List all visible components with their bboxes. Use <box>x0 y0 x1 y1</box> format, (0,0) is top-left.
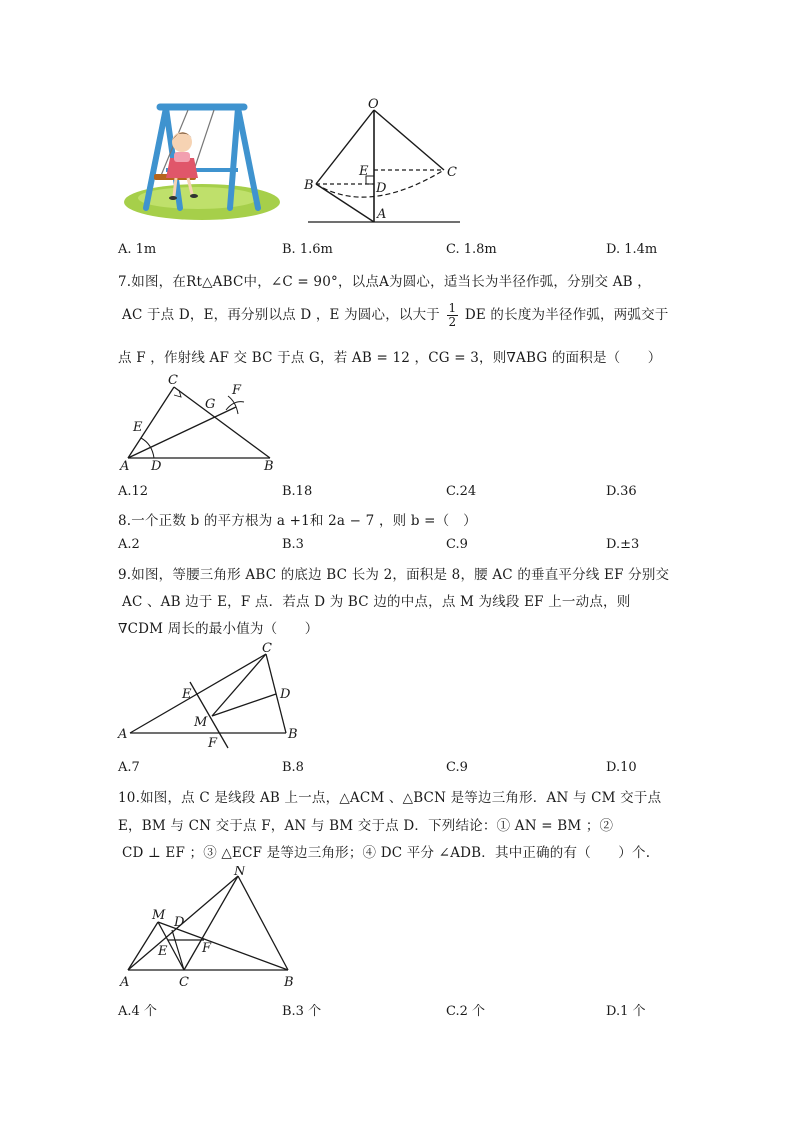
label-E: E <box>158 944 168 959</box>
label-B: B <box>264 459 274 474</box>
q7-text-line1: 7.如图，在Rt△ABC中，∠C = 90°，以点A为圆心，适当长为半径作弧，分别交 AB ， <box>118 274 651 290</box>
label-O: O <box>368 97 379 112</box>
label-B: B <box>288 727 298 742</box>
q9-text-line3: ∇CDM 周长的最小值为（ ） <box>118 621 319 637</box>
q7-text-line3: 点 F ，作射线 AF 交 BC 于点 G，若 AB = 12 ，CG = 3，则∇ABG 的面积是（ ） <box>118 350 662 366</box>
label-M: M <box>152 908 166 923</box>
label-D: D <box>376 181 387 196</box>
q6-option-c[interactable]: C. 1.8m <box>446 242 497 257</box>
label-D: D <box>151 459 162 474</box>
q10-text-line3: CD ⊥ EF ；③ △ECF 是等边三角形；④ DC 平分 ∠ADB．其中正确的有（ ）个. <box>122 845 651 861</box>
label-D: D <box>174 915 185 930</box>
q10-text-line2: E，BM 与 CN 交于点 F，AN 与 BM 交于点 D．下列结论：① AN = BM ；② <box>118 818 614 834</box>
q9-figure <box>114 640 304 752</box>
q7-text-line2-b: DE 的长度为半径作弧，两弧交于 <box>464 307 669 323</box>
q7-option-c[interactable]: C.24 <box>446 484 477 499</box>
label-E: E <box>359 164 369 179</box>
label-C: C <box>179 975 189 990</box>
fraction-numerator: 1 <box>448 301 457 315</box>
q9-option-d[interactable]: D.10 <box>606 760 637 775</box>
q8-option-b[interactable]: B.3 <box>282 537 304 552</box>
q6-option-b[interactable]: B. 1.6m <box>282 242 333 257</box>
swing-illustration <box>120 98 280 223</box>
swing-geometry-figure <box>298 96 464 228</box>
q10-option-d[interactable]: D.1 个 <box>606 1004 646 1019</box>
q10-figure <box>116 866 302 990</box>
label-D: D <box>280 687 291 702</box>
label-C: C <box>262 641 272 656</box>
label-A: A <box>118 727 128 742</box>
q9-option-c[interactable]: C.9 <box>446 760 468 775</box>
q8-option-a[interactable]: A.2 <box>118 537 140 552</box>
label-G: G <box>205 397 216 412</box>
label-A: A <box>377 207 387 222</box>
label-B: B <box>304 178 314 193</box>
q7-text-line2-a: AC 于点 D，E，再分别以点 D ，E 为圆心，以大于 <box>122 307 440 323</box>
q7-text-line2 <box>122 302 669 329</box>
label-A: A <box>120 459 130 474</box>
q8-text-line1: 8.一个正数 b 的平方根为 a +1和 2a − 7 ，则 b =（ ） <box>118 513 477 529</box>
q10-text-line1: 10.如图，点 C 是线段 AB 上一点，△ACM 、△BCN 是等边三角形．AN 与 CM 交于点 <box>118 790 662 806</box>
fraction-one-half <box>447 302 459 329</box>
label-E: E <box>133 420 143 435</box>
q9-text-line2: AC 、AB 边于 E，F 点．若点 D 为 BC 边的中点，点 M 为线段 EF 上一动点，则 <box>122 594 631 610</box>
label-E: E <box>182 687 192 702</box>
q10-option-c[interactable]: C.2 个 <box>446 1004 486 1019</box>
label-C: C <box>168 373 178 388</box>
q6-option-a[interactable]: A. 1m <box>118 242 157 257</box>
q6-option-d[interactable]: D. 1.4m <box>606 242 658 257</box>
q7-option-d[interactable]: D.36 <box>606 484 637 499</box>
q10-option-a[interactable]: A.4 个 <box>118 1004 157 1019</box>
q9-option-a[interactable]: A.7 <box>118 760 140 775</box>
label-F: F <box>208 736 218 751</box>
label-A: A <box>120 975 130 990</box>
label-M: M <box>194 715 208 730</box>
label-F: F <box>202 941 212 956</box>
label-C: C <box>447 165 457 180</box>
fraction-denominator: 2 <box>448 315 457 329</box>
q8-option-c[interactable]: C.9 <box>446 537 468 552</box>
q7-option-b[interactable]: B.18 <box>282 484 313 499</box>
q9-option-b[interactable]: B.8 <box>282 760 304 775</box>
label-F: F <box>232 383 242 398</box>
q10-option-b[interactable]: B.3 个 <box>282 1004 322 1019</box>
q9-text-line1: 9.如图，等腰三角形 ABC 的底边 BC 长为 2，面积是 8，腰 AC 的垂直平分线 EF 分别交 <box>118 567 670 583</box>
label-B: B <box>284 975 294 990</box>
q8-option-d[interactable]: D.±3 <box>606 537 640 552</box>
q7-option-a[interactable]: A.12 <box>118 484 149 499</box>
label-N: N <box>234 866 246 879</box>
q7-figure <box>118 370 284 474</box>
